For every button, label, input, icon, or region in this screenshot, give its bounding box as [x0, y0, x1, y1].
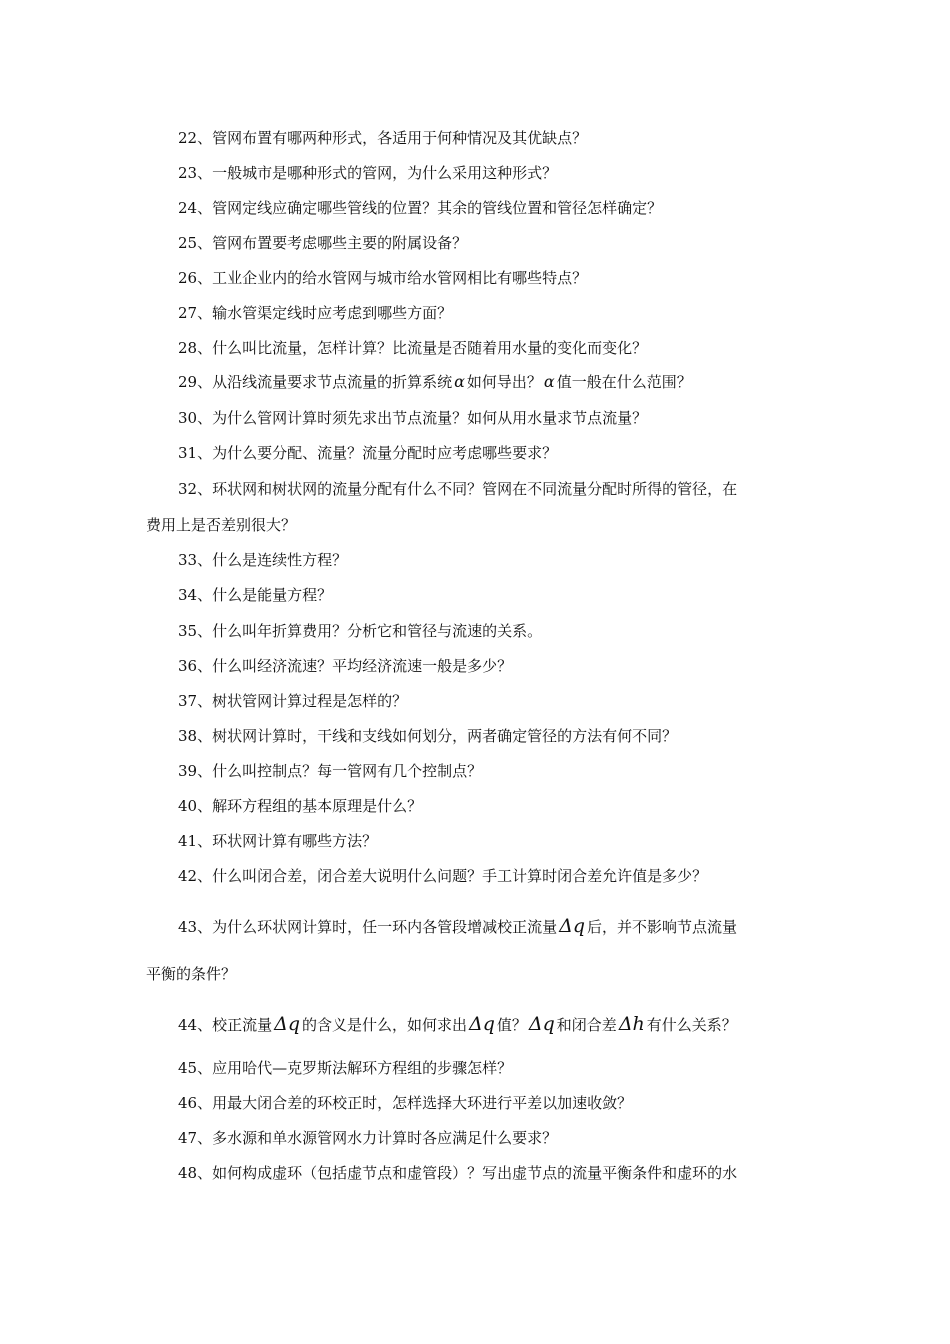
delta-q-symbol: Δq — [559, 915, 585, 937]
question-47: 47、多水源和单水源管网水力计算时各应满足什么要求？ — [178, 1129, 558, 1147]
question-40: 40、解环方程组的基本原理是什么？ — [178, 797, 423, 815]
question-36: 36、什么叫经济流速？平均经济流速一般是多少？ — [178, 657, 513, 675]
question-29-part2: 如何导出？ — [466, 373, 542, 391]
question-25: 25、管网布置要考虑哪些主要的附属设备？ — [178, 234, 468, 252]
question-43 — [178, 916, 737, 937]
question-24: 24、管网定线应确定哪些管线的位置？其余的管线位置和管径怎样确定？ — [178, 199, 663, 217]
question-26: 26、工业企业内的给水管网与城市给水管网相比有哪些特点？ — [178, 269, 588, 287]
delta-h-symbol: Δh — [618, 1013, 645, 1035]
delta-q-symbol: Δq — [274, 1013, 300, 1035]
question-41: 41、环状网计算有哪些方法？ — [178, 832, 378, 850]
question-43-part2: 后，并不影响节点流量 — [586, 918, 737, 936]
question-22: 22、管网布置有哪两种形式，各适用于何种情况及其优缺点？ — [178, 129, 588, 147]
question-44-part2: 的含义是什么，如何求出 — [301, 1016, 467, 1034]
question-48: 48、如何构成虚环（包括虚节点和虚管段）？写出虚节点的流量平衡条件和虚环的水 — [178, 1164, 738, 1182]
question-29-part3: 值一般在什么范围？ — [556, 373, 692, 391]
question-44-part4: 和闭合差 — [556, 1016, 617, 1034]
question-31: 31、为什么要分配、流量？流量分配时应考虑哪些要求？ — [178, 444, 558, 462]
question-44-part3: 值？ — [496, 1016, 527, 1034]
question-39: 39、什么叫控制点？每一管网有几个控制点？ — [178, 762, 483, 780]
question-37: 37、树状管网计算过程是怎样的？ — [178, 692, 408, 710]
question-46: 46、用最大闭合差的环校正时，怎样选择大环进行平差以加速收敛？ — [178, 1094, 633, 1112]
alpha-symbol: α — [543, 372, 555, 391]
question-35: 35、什么叫年折算费用？分析它和管径与流速的关系。 — [178, 622, 543, 640]
question-32-continued: 费用上是否差别很大？ — [146, 516, 297, 534]
question-30: 30、为什么管网计算时须先求出节点流量？如何从用水量求节点流量？ — [178, 409, 648, 427]
question-33: 33、什么是连续性方程？ — [178, 551, 348, 569]
question-32: 32、环状网和树状网的流量分配有什么不同？管网在不同流量分配时所得的管径，在 — [178, 480, 738, 498]
question-44-part5: 有什么关系？ — [646, 1016, 737, 1034]
delta-q-symbol: Δq — [528, 1013, 555, 1035]
question-29 — [178, 372, 692, 392]
question-27: 27、输水管渠定线时应考虑到哪些方面？ — [178, 304, 453, 322]
question-29-part1: 29、从沿线流量要求节点流量的折算系统 — [178, 373, 453, 391]
alpha-symbol: α — [454, 372, 465, 391]
question-43-continued: 平衡的条件？ — [146, 965, 237, 983]
question-44-part1: 44、校正流量 — [178, 1016, 273, 1034]
question-38: 38、树状网计算时，干线和支线如何划分，两者确定管径的方法有何不同？ — [178, 727, 678, 745]
question-43-part1: 43、为什么环状网计算时，任一环内各管段增减校正流量 — [178, 918, 558, 936]
question-44 — [178, 1014, 737, 1035]
question-28: 28、什么叫比流量，怎样计算？比流量是否随着用水量的变化而变化？ — [178, 339, 648, 357]
question-42: 42、什么叫闭合差，闭合差大说明什么问题？手工计算时闭合差允许值是多少？ — [178, 867, 708, 885]
question-23: 23、一般城市是哪种形式的管网，为什么采用这种形式？ — [178, 164, 558, 182]
question-45: 45、应用哈代—克罗斯法解环方程组的步骤怎样？ — [178, 1059, 513, 1077]
delta-q-symbol: Δq — [469, 1013, 495, 1035]
question-34: 34、什么是能量方程？ — [178, 586, 333, 604]
